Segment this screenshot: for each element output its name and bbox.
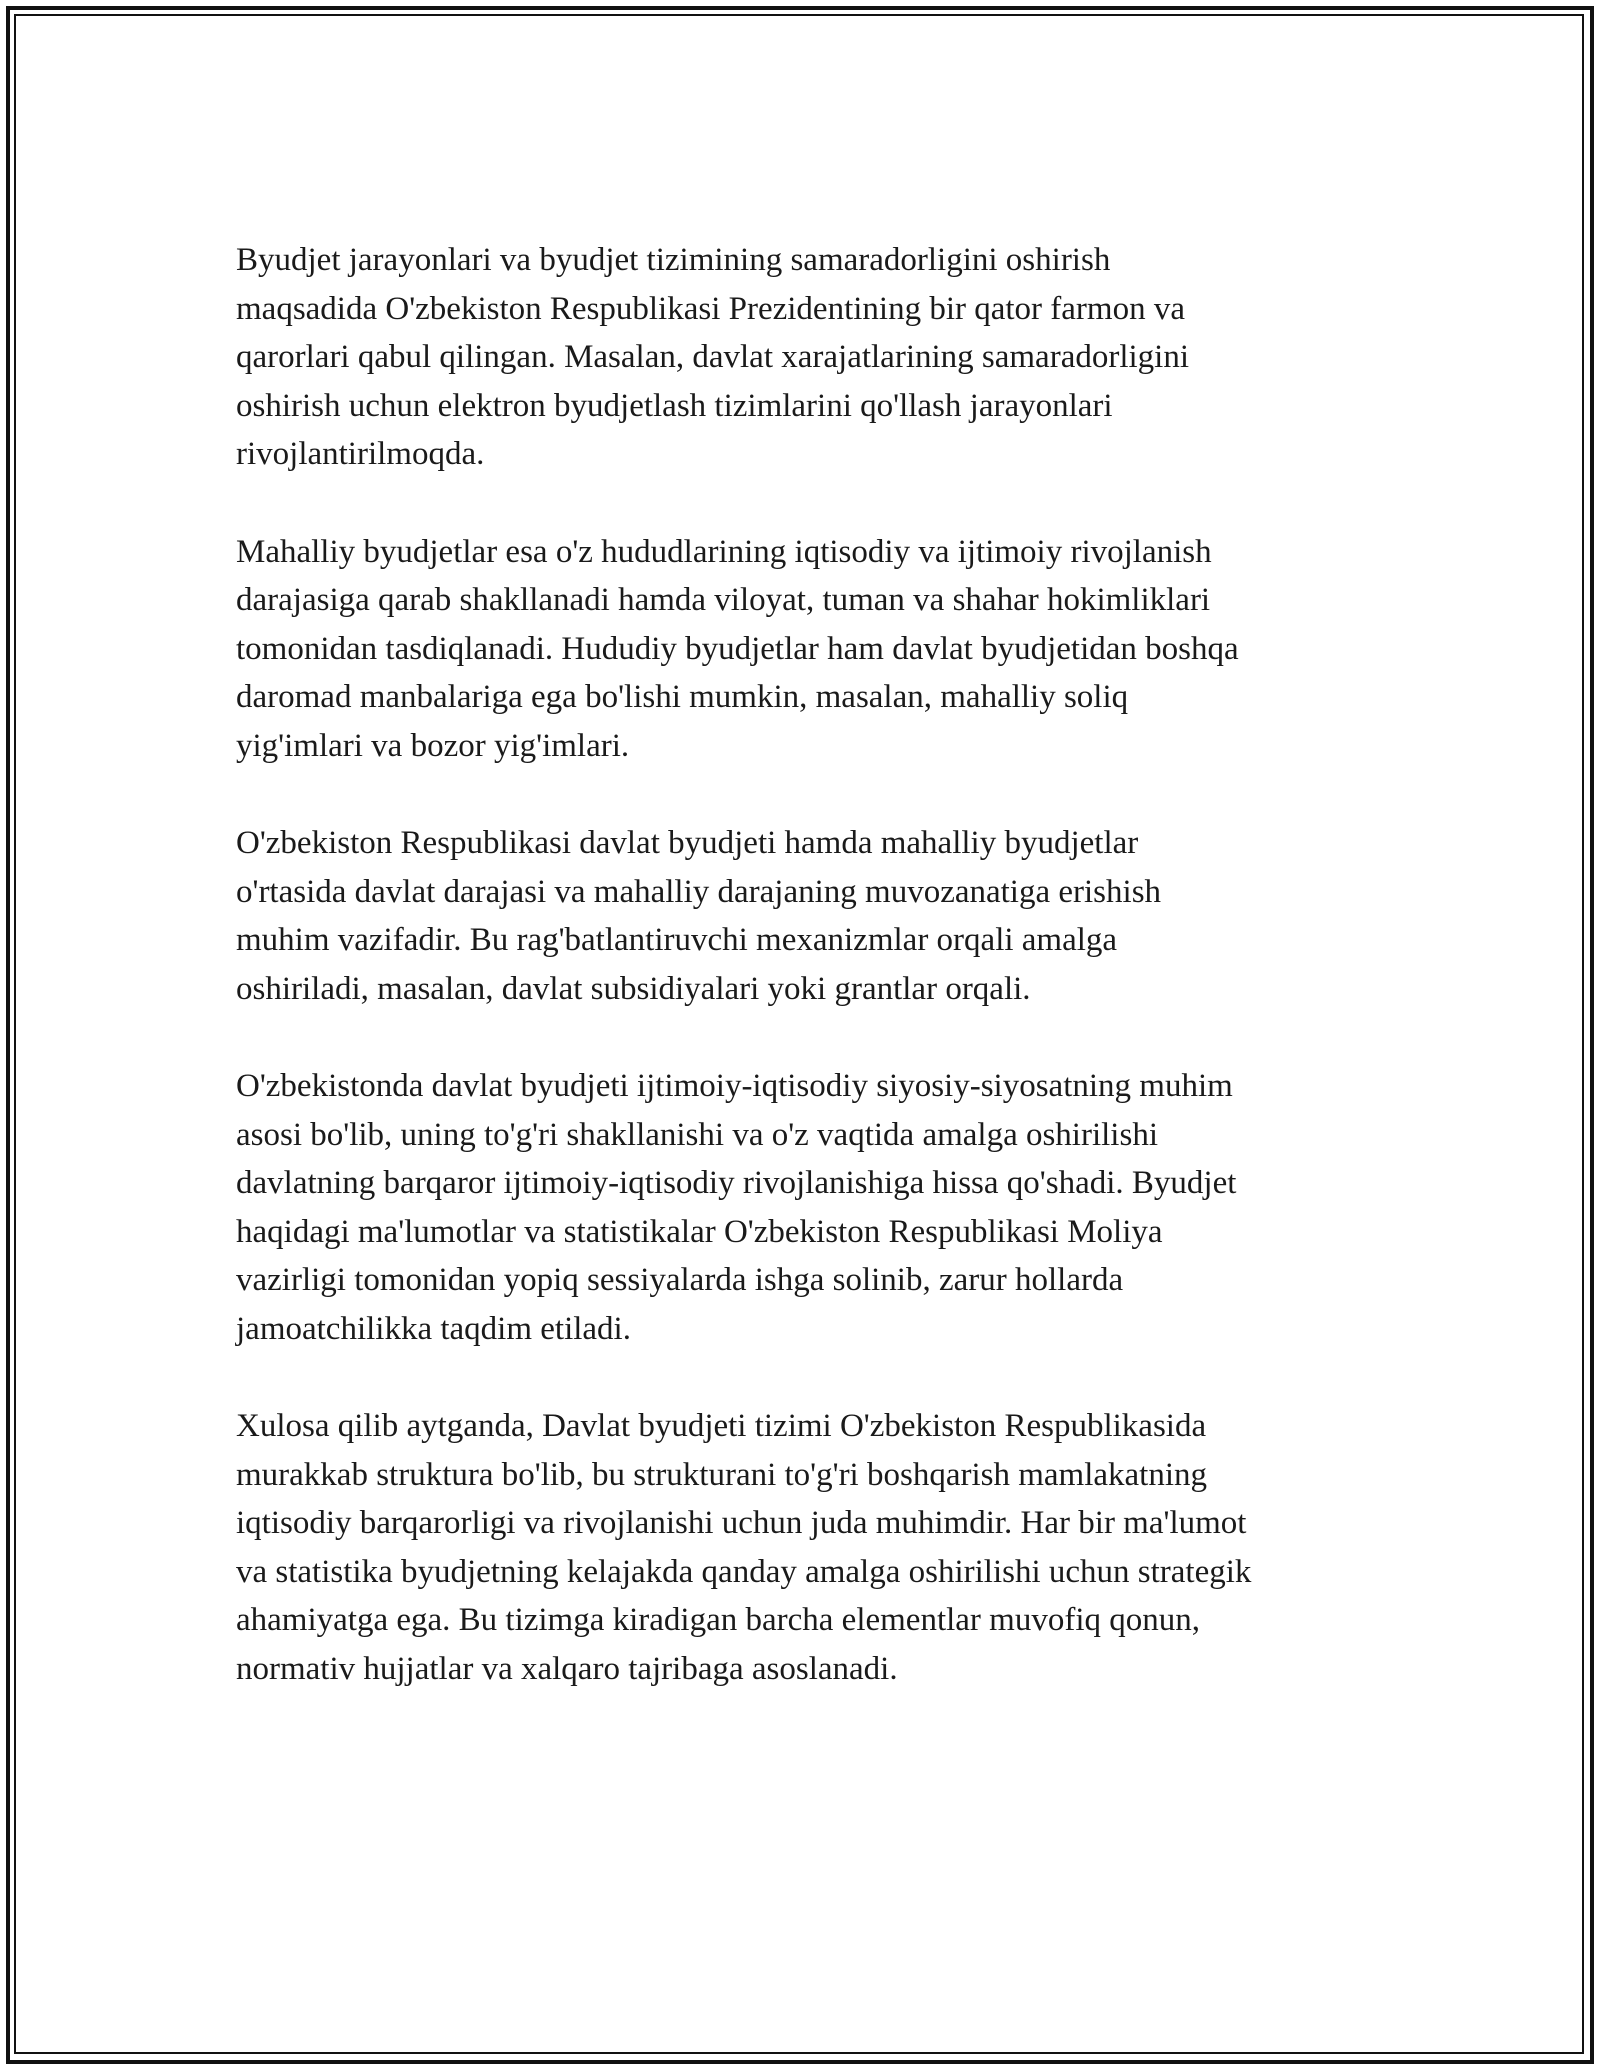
paragraph-2 [236,528,1376,771]
text-line: oshirish uchun elektron byudjetlash tizimlarini qo'llash jarayonlari [236,387,1113,424]
text-line: murakkab struktura bo'lib, bu strukturani to'g'ri boshqarish mamlakatning [236,1456,1208,1493]
text-line: O'zbekiston Respublikasi davlat byudjeti hamda mahalliy byudjetlar [236,825,1139,861]
text-line: O'zbekistonda davlat byudjeti ijtimoiy-iqtisodiy siyosiy-siyosatning muhim [236,1068,1233,1104]
text-line: Byudjet jarayonlari va byudjet tizimining samaradorligini oshirish [236,242,1111,278]
text-line: Xulosa qilib aytganda, Davlat byudjeti tizimi O'zbekiston Respublikasida [236,1408,1207,1444]
paragraph-4 [236,1062,1376,1353]
paragraph-3 [236,819,1376,1013]
text-line: qarorlari qabul qilingan. Masalan, davlat xarajatlarining samaradorligini [236,339,1190,375]
text-line: davlatning barqaror ijtimoiy-iqtisodiy rivojlanishiga hissa qo'shadi. Byudjet [236,1165,1237,1201]
text-line: daromad manbalariga ega bo'lishi mumkin, masalan, mahalliy soliq [236,679,1129,715]
text-line: Mahalliy byudjetlar esa o'z hududlarining iqtisodiy va ijtimoiy rivojlanish [236,533,1212,570]
text-line: jamoatchilikka taqdim etiladi. [236,1310,631,1347]
paragraph-1 [236,236,1376,479]
text-line: asosi bo'lib, uning to'g'ri shakllanishi va o'z vaqtida amalga oshirilishi [236,1116,1158,1153]
text-line: darajasiga qarab shakllanadi hamda viloyat, tuman va shahar hokimliklari [236,582,1211,618]
document-body [236,236,1376,1742]
text-line: o'rtasida davlat darajasi va mahalliy darajaning muvozanatiga erishish [236,873,1162,910]
text-line: haqidagi ma'lumotlar va statistikalar O'zbekiston Respublikasi Moliya [236,1213,1163,1250]
text-line: rivojlantirilmoqda. [236,436,485,472]
text-line: muhim vazifadir. Bu rag'batlantiruvchi mexanizmlar orqali amalga [236,922,1118,958]
text-line: tomonidan tasdiqlanadi. Hududiy byudjetlar ham davlat byudjetidan boshqa [236,630,1239,667]
text-line: maqsadida O'zbekiston Respublikasi Prezidentining bir qator farmon va [236,290,1185,327]
paragraph-5 [236,1402,1376,1693]
text-line: oshiriladi, masalan, davlat subsidiyalari yoki grantlar orqali. [236,970,1031,1007]
text-line: yig'imlari va bozor yig'imlari. [236,727,630,764]
text-line: vazirligi tomonidan yopiq sessiyalarda ishga solinib, zarur hollarda [236,1262,1124,1298]
text-line: ahamiyatga ega. Bu tizimga kiradigan barcha elementlar muvofiq qonun, [236,1602,1200,1638]
text-line: va statistika byudjetning kelajakda qanday amalga oshirilishi uchun strategik [236,1553,1252,1590]
text-line: iqtisodiy barqarorligi va rivojlanishi uchun juda muhimdir. Har bir ma'lumot [236,1505,1247,1541]
text-line: normativ hujjatlar va xalqaro tajribaga asoslanadi. [236,1650,898,1687]
